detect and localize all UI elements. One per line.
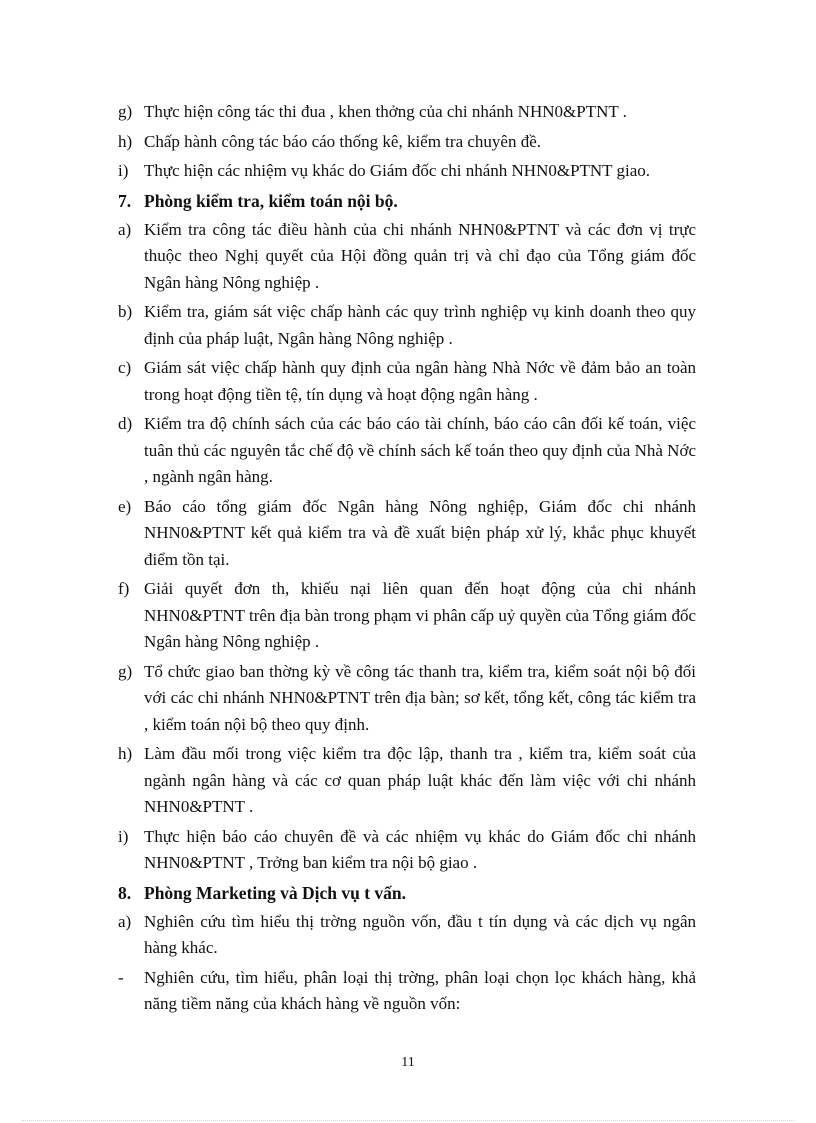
list-item <box>118 741 696 821</box>
list-text: Tổ chức giao ban thờng kỳ về công tác thanh tra, kiểm tra, kiểm soát nội bộ đối với các chi nhánh NHN0&PTNT trên địa bàn; sơ kết, tổng kết, công tác kiểm tra , kiểm toán nội bộ theo quy định. <box>144 661 696 734</box>
list-marker: a) <box>118 911 132 931</box>
list-text: Kiểm tra độ chính sách của các báo cáo tài chính, báo cáo cân đối kế toán, việc tuân thủ các nguyên tắc chế độ về chính sách kế toán theo quy định của Nhà Nớc , ngành ngân hàng. <box>144 414 696 486</box>
list-text: Nghiên cứu tìm hiểu thị trờng nguồn vốn, đầu t tín dụng và các dịch vụ ngân hàng khác. <box>144 911 696 957</box>
page-number: 11 <box>401 1055 415 1070</box>
list-text: Thực hiện báo cáo chuyên đề và các nhiệm vụ khác do Giám đốc chi nhánh NHN0&PTNT , Trởng ban kiểm tra nội bộ giao . <box>144 826 696 872</box>
list-marker: d) <box>118 414 133 433</box>
list-item <box>118 965 696 1018</box>
list-text: Giải quyết đơn th, khiếu nại liên quan đến hoạt động của chi nhánh NHN0&PTNT trên địa bàn trong phạm vi phân cấp uỷ quyền của Tổng giám đốc Ngân hàng Nông nghiệp . <box>144 579 696 651</box>
list-text: Giám sát việc chấp hành quy định của ngân hàng Nhà Nớc về đảm bảo an toàn trong hoạt động tiền tệ, tín dụng và hoạt động ngân hàng . <box>144 358 696 404</box>
list-item <box>118 355 696 408</box>
section-number: 7. <box>118 190 132 211</box>
list-text: Thực hiện công tác thi đua , khen thởng của chi nhánh NHN0&PTNT . <box>144 102 627 121</box>
list-text: Thực hiện các nhiệm vụ khác do Giám đốc chi nhánh NHN0&PTNT giao. <box>144 161 651 180</box>
list-item <box>118 99 696 126</box>
list-text: Kiểm tra, giám sát việc chấp hành các quy trình nghiệp vụ kinh doanh theo quy định của pháp luật, Ngân hàng Nông nghiệp . <box>144 302 696 348</box>
document-body <box>118 99 696 1021</box>
list-marker: c) <box>118 358 132 377</box>
section-number: 8. <box>118 882 132 903</box>
list-marker: h) <box>118 744 133 763</box>
list-marker: i) <box>118 161 129 180</box>
list-text: Báo cáo tổng giám đốc Ngân hàng Nông nghiệp, Giám đốc chi nhánh NHN0&PTNT kết quả kiểm tra và đề xuất biện pháp xử lý, khắc phục khuyết điểm tồn tại. <box>144 496 696 569</box>
list-item <box>118 909 696 962</box>
list-marker: a) <box>118 219 132 239</box>
list-text: Chấp hành công tác báo cáo thống kê, kiểm tra chuyên đề. <box>144 131 542 151</box>
list-marker: h) <box>118 131 133 151</box>
section-title: Phòng kiểm tra, kiểm toán nội bộ. <box>144 190 398 211</box>
list-text: Nghiên cứu, tìm hiểu, phân loại thị trờng, phân loại chọn lọc khách hàng, khả năng tiềm năng của khách hàng về nguồn vốn: <box>144 967 696 1013</box>
list-item <box>118 824 696 877</box>
list-item <box>118 299 696 352</box>
list-marker: g) <box>118 102 133 121</box>
section-title: Phòng Marketing và Dịch vụ t vấn. <box>144 882 407 903</box>
list-marker: - <box>118 967 124 987</box>
list-marker: b) <box>118 302 133 321</box>
list-text: Làm đầu mối trong việc kiểm tra độc lập, thanh tra , kiểm tra, kiểm soát của ngành ngân hàng và các cơ quan pháp luật khác đến làm việc với chi nhánh NHN0&PTNT . <box>144 744 696 816</box>
list-marker: i) <box>118 826 129 846</box>
section-8-heading <box>118 880 696 906</box>
list-item <box>118 217 696 297</box>
list-marker: f) <box>118 579 130 598</box>
list-text: Kiểm tra công tác điều hành của chi nhánh NHN0&PTNT và các đơn vị trực thuộc theo Nghị quyết của Hội đồng quản trị và chỉ đạo của Tổng giám đốc Ngân hàng Nông nghiệp . <box>144 219 696 292</box>
list-marker: e) <box>118 496 132 516</box>
list-marker: g) <box>118 661 133 681</box>
list-item <box>118 129 696 156</box>
list-item <box>118 494 696 574</box>
list-item <box>118 659 696 739</box>
page-bottom-divider <box>22 1120 794 1121</box>
list-item <box>118 158 696 185</box>
list-item <box>118 411 696 491</box>
section-7-heading <box>118 188 696 214</box>
list-item <box>118 576 696 656</box>
